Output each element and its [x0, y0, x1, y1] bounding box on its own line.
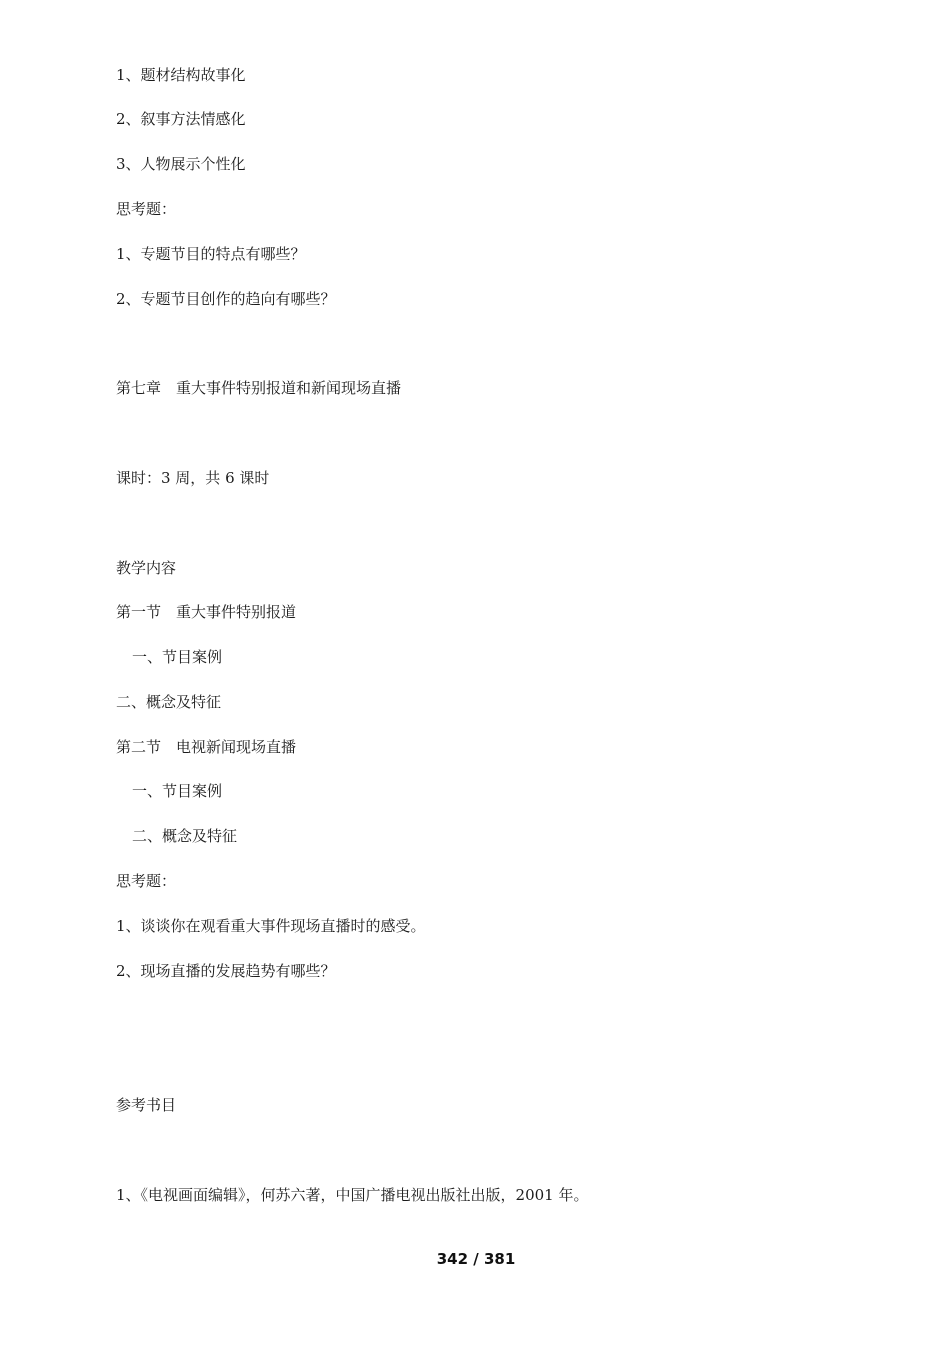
list-item: 二、概念及特征: [132, 827, 238, 845]
list-item: 2、专题节目创作的趋向有哪些？: [116, 290, 336, 308]
page-number: 342 / 381: [436, 1250, 516, 1268]
section-heading: 思考题：: [116, 872, 177, 890]
list-item: 2、叙事方法情感化: [116, 110, 246, 128]
list-item: 1、谈谈你在观看重大事件现场直播时的感受。: [116, 917, 426, 935]
chapter-title: 第七章 重大事件特别报道和新闻现场直播: [116, 379, 402, 397]
section-heading: 参考书目: [116, 1096, 177, 1114]
list-item: 3、人物展示个性化: [116, 155, 246, 173]
list-item: 1、专题节目的特点有哪些？: [116, 245, 306, 263]
list-item: 一、节目案例: [132, 648, 223, 666]
reference-item: 1、《电视画面编辑》，何苏六著，中国广播电视出版社出版，2001 年。: [116, 1186, 589, 1204]
section-title: 第一节 重大事件特别报道: [116, 603, 297, 621]
list-item: 二、概念及特征: [116, 693, 222, 711]
list-item: 2、现场直播的发展趋势有哪些？: [116, 962, 336, 980]
class-hours: 课时：3 周，共 6 课时: [116, 469, 270, 487]
list-item: 1、题材结构故事化: [116, 66, 246, 84]
section-heading: 教学内容: [116, 559, 177, 577]
section-heading: 思考题：: [116, 200, 177, 218]
section-title: 第二节 电视新闻现场直播: [116, 738, 297, 756]
list-item: 一、节目案例: [132, 782, 223, 800]
